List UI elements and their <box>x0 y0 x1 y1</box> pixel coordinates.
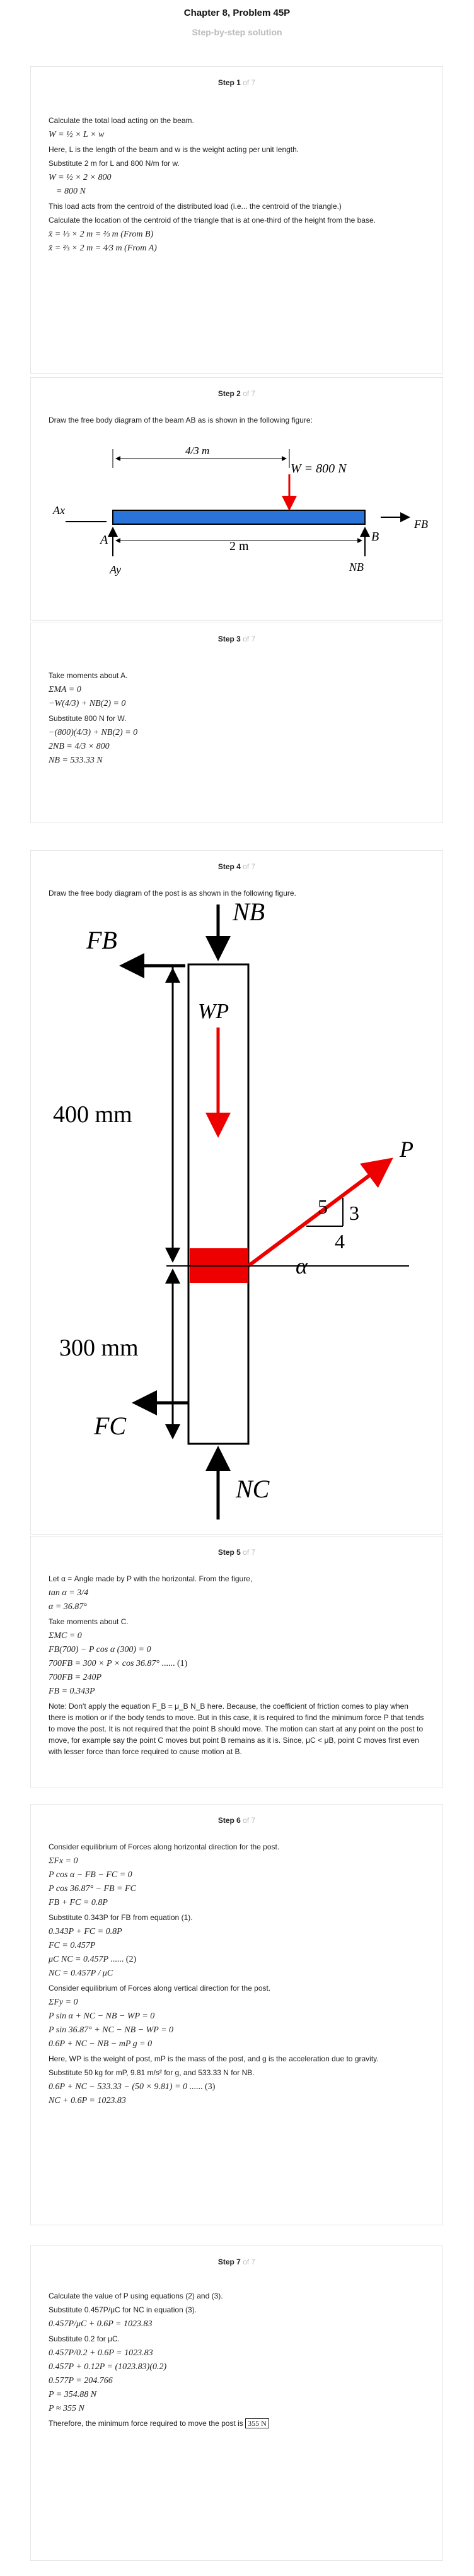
equation: 0.457P/0.2 + 0.6P = 1023.83 <box>49 2348 153 2358</box>
dim-300-label: 300 mm <box>59 1335 139 1361</box>
ay-label: Ay <box>110 563 121 576</box>
equation: FB = 0.343P <box>49 1687 95 1696</box>
alpha-label: α <box>296 1253 308 1279</box>
text-line: Here, L is the length of the beam and w is the weight acting per unit length. <box>49 145 299 154</box>
nc-label: NC <box>236 1475 270 1503</box>
equation: P cos α − FB − FC = 0 <box>49 1870 132 1880</box>
a-label: A <box>100 533 108 547</box>
nb-label: NB <box>349 561 364 573</box>
equation: −(800)(4/3) + NB(2) = 0 <box>49 728 138 737</box>
ax-label: Ax <box>53 504 65 517</box>
equation: = 800 N <box>56 187 86 196</box>
step-heading: Step 6 of 7 <box>217 1816 256 1825</box>
w-load-label: W = 800 N <box>291 462 347 476</box>
step-7-card <box>30 2245 443 2561</box>
equation: P sin 36.87° + NC − NB − WP = 0 <box>49 2025 174 2035</box>
text-line: Calculate the total load acting on the beam. <box>49 116 194 125</box>
equation: 0.343P + FC = 0.8P <box>49 1927 122 1936</box>
step-4-card <box>30 850 443 1535</box>
fc-label: FC <box>94 1412 127 1440</box>
step-heading: Step 1 of 7 <box>217 78 256 87</box>
equation: ΣFy = 0 <box>49 1998 78 2007</box>
step-heading: Step 7 of 7 <box>217 2257 256 2266</box>
equation: P ≈ 355 N <box>49 2404 84 2413</box>
equation: P sin α + NC − NB − WP = 0 <box>49 2011 155 2021</box>
step-3-card <box>30 623 443 823</box>
text-line: Substitute 0.457P/μC for NC in equation (3). <box>49 2305 197 2314</box>
text-line: Draw the free body diagram of the beam AB as is shown in the following figure: <box>49 416 313 424</box>
slope-5: 5 <box>318 1195 328 1218</box>
step-heading: Step 2 of 7 <box>217 389 256 398</box>
text-line: Substitute 0.2 for μC. <box>49 2334 120 2343</box>
nb-label: NB <box>233 898 265 926</box>
equation: 700FB = 240P <box>49 1673 102 1682</box>
equation: NC + 0.6P = 1023.83 <box>49 2096 126 2105</box>
fb-label: FB <box>414 518 428 530</box>
equation: NB = 533.33 N <box>49 756 103 765</box>
text-line: Consider equilibrium of Forces along horizontal direction for the post. <box>49 1842 280 1851</box>
step-6-card <box>30 1804 443 2225</box>
equation: P = 354.88 N <box>49 2390 97 2399</box>
note-text: Note: Don't apply the equation F_B = μ_B N_B here. Because, the coefficient of friction comes to play when there is motion or if the body tends to move. But in this case, it is required to find the minimum force P that tends to move the post. It is not required that the point B should move. The motion can start at any point on the post to move, for example say the point C moves but point B remains as it is. Since, μC < μB, point C moves first even with lesser force than force required to cause motion at B. <box>49 1702 424 1756</box>
equation: 0.457P/μC + 0.6P = 1023.83 <box>49 2319 153 2329</box>
dim-top-label: 4/3 m <box>185 445 210 457</box>
equation: 0.6P + NC − 533.33 − (50 × 9.81) = 0 ...... (3) <box>49 2082 216 2092</box>
answer-box: 355 N <box>245 2418 269 2428</box>
span-label: 2 m <box>229 539 249 553</box>
equation: FB + FC = 0.8P <box>49 1898 108 1907</box>
text-line: Here, WP is the weight of post, mP is the mass of the post, and g is the acceleration due to gravity. <box>49 2054 379 2063</box>
post-fbd-diagram <box>31 895 444 1526</box>
equation: W = ½ × L × w <box>49 130 105 139</box>
equation: μC NC = 0.457P ...... (2) <box>49 1955 137 1964</box>
equation: x̄ = ⅓ × 2 m = ⅔ m (From B) <box>49 230 154 239</box>
text-line: Take moments about A. <box>49 671 128 680</box>
text-line: Substitute 0.343P for FB from equation (1). <box>49 1913 193 1922</box>
text-line: Substitute 50 kg for mP, 9.81 m/s² for g, and 533.33 N for NB. <box>49 2068 255 2077</box>
p-label: P <box>400 1137 413 1162</box>
text-line: Take moments about C. <box>49 1617 129 1626</box>
step-5-card <box>30 1536 443 1788</box>
slope-3: 3 <box>349 1202 359 1224</box>
equation: FB(700) − P cos α (300) = 0 <box>49 1645 151 1654</box>
step-heading: Step 5 of 7 <box>217 1548 256 1557</box>
beam <box>113 510 365 524</box>
equation: P cos 36.87° − FB = FC <box>49 1884 136 1894</box>
equation: FC = 0.457P <box>49 1941 96 1950</box>
text-line: Substitute 2 m for L and 800 N/m for w. <box>49 159 180 168</box>
equation: ΣFx = 0 <box>49 1856 78 1866</box>
beam-fbd-diagram <box>31 433 444 616</box>
b-label: B <box>371 530 379 544</box>
dim-400-label: 400 mm <box>53 1101 132 1128</box>
text-line: Calculate the value of P using equations (2) and (3). <box>49 2292 223 2300</box>
equation: α = 36.87° <box>49 1602 87 1612</box>
equation: x̄ = ⅔ × 2 m = 4⁄3 m (From A) <box>49 243 157 253</box>
slope-4: 4 <box>335 1230 345 1253</box>
text-line: Substitute 800 N for W. <box>49 714 127 723</box>
equation: 0.457P + 0.12P = (1023.83)(0.2) <box>49 2362 167 2372</box>
equation: NC = 0.457P / μC <box>49 1969 113 1978</box>
page-title: Chapter 8, Problem 45P <box>183 8 291 18</box>
final-answer-line: Therefore, the minimum force required to move the post is 355 N <box>49 2418 425 2429</box>
text-line: This load acts from the centroid of the distributed load (i.e... the centroid of the triangle.) <box>49 202 342 211</box>
equation: 0.6P + NC − NB − mP g = 0 <box>49 2039 153 2049</box>
step-heading: Step 4 of 7 <box>217 862 256 871</box>
equation: ΣMA = 0 <box>49 685 81 694</box>
page-subtitle: Step-by-step solution <box>192 27 282 37</box>
step-heading: Step 3 of 7 <box>217 635 256 643</box>
text-line: Draw the free body diagram of the post is as shown in the following figure. <box>49 889 296 898</box>
equation: tan α = 3/4 <box>49 1588 89 1598</box>
equation: W = ½ × 2 × 800 <box>49 173 112 182</box>
text-line: Calculate the location of the centroid of the triangle that is at one-third of the height from the base. <box>49 216 376 225</box>
equation: 0.577P = 204.766 <box>49 2376 113 2386</box>
wp-label: WP <box>198 1000 229 1023</box>
fb-label: FB <box>86 926 117 954</box>
equation: −W(4/3) + NB(2) = 0 <box>49 699 126 708</box>
text-line: Let α = Angle made by P with the horizontal. From the figure, <box>49 1574 253 1583</box>
equation: 700FB = 300 × P × cos 36.87° ...... (1) <box>49 1659 188 1668</box>
step-1-card <box>30 66 443 374</box>
equation: 2NB = 4/3 × 800 <box>49 742 110 751</box>
step-2-card <box>30 377 443 621</box>
page-header <box>0 0 474 37</box>
text-line: Consider equilibrium of Forces along vertical direction for the post. <box>49 1984 271 1993</box>
equation: ΣMC = 0 <box>49 1631 82 1641</box>
